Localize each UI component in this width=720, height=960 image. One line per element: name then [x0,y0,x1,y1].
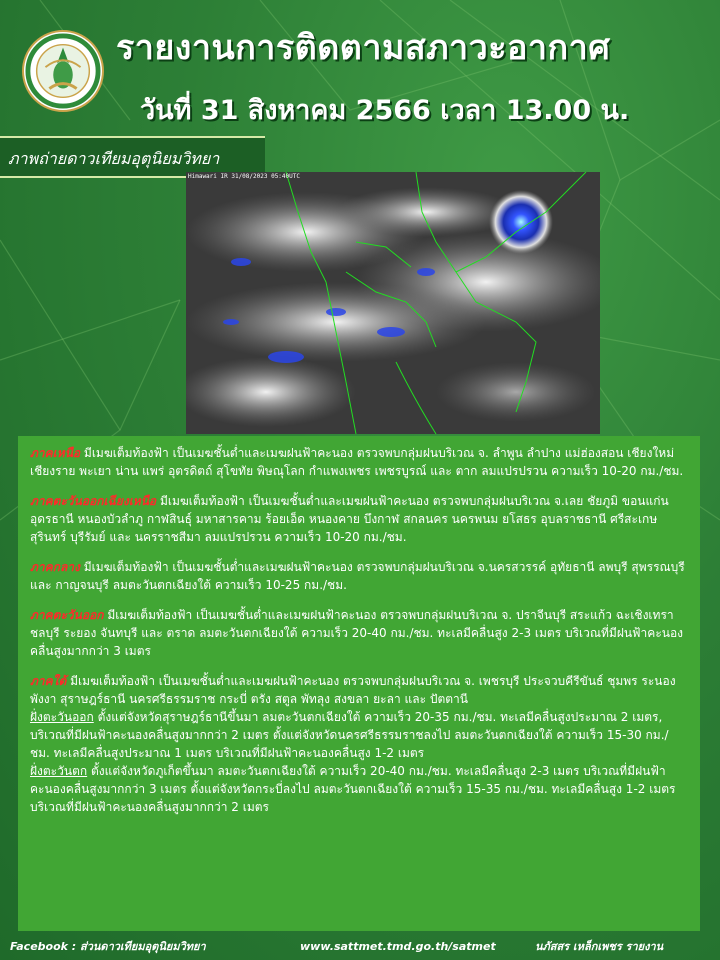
reporter-credit: นภัสสร เหล็กเพชร รายงาน [535,940,664,953]
page-title: รายงานการติดตามสภาวะอากาศ [116,28,611,68]
footer [0,934,720,960]
satellite-cloud-map [186,172,600,434]
region-text: มีเมฆเต็มท้องฟ้า เป็นเมฆชั้นต่ำและเมฆฝนฟ้าคะนอง ตรวจพบกลุ่มฝนบริเวณ จ.นครสวรรค์ อุทัยธานี ลพบุรี สุพรรณบุรี และ กาญจนบุรี ลมตะวันตกเฉียงใต้ ความเร็ว 10-25 กม./ชม. [30,560,685,592]
satellite-image [186,172,600,434]
south-west-coast [30,762,688,816]
region-text: มีเมฆเต็มท้องฟ้า เป็นเมฆชั้นต่ำและเมฆฝนฟ้าคะนอง ตรวจพบกลุ่มฝนบริเวณ จ. ปราจีนบุรี สระแก้ว ฉะเชิงเทรา ชลบุรี ระยอง จันทบุรี และ ตราด ลมตะวันตกเฉียงใต้ ความเร็ว 20-40 กม./ชม. ทะเลมีคลื่นสูง 2-3 เมตร บริเวณที่มีฝนฟ้าคะนองคลื่นสูงมากกว่า 3 เมตร [30,608,684,658]
region-north [30,444,688,480]
region-text: มีเมฆเต็มท้องฟ้า เป็นเมฆชั้นต่ำและเมฆฝนฟ้าคะนอง ตรวจพบกลุ่มฝนบริเวณ จ.เลย ชัยภูมิ ขอนแก่น อุดรธานี หนองบัวลำภู กาฬสินธุ์ มหาสารคาม ร้อยเอ็ด หนองคาย บึงกาฬ สกลนคร นครพนม ยโสธร อุบลราชธานี ศรีสะเกษ สุรินทร์ บุรีรัมย์ และ นครราชสีมา ลมแปรปรวน ความเร็ว 10-20 กม./ชม. [30,494,669,544]
region-name: ภาคตะวันออกเฉียงเหนือ [30,494,157,508]
tmd-logo [22,30,104,112]
region-south [30,672,688,816]
region-east [30,606,688,660]
coast-text: ตั้งแต่จังหวัดสุราษฎร์ธานีขึ้นมา ลมตะวันตกเฉียงใต้ ความเร็ว 20-35 กม./ชม. ทะเลมีคลื่นสูงประมาณ 2 เมตร, บริเวณที่มีฝนฟ้าคะนองคลื่นสูงมากกว่า 2 เมตร ตั้งแต่จังหวัดนครศรีธรรมราชลงไป ลมตะวันตกเฉียงใต้ ความเร็ว 15-30 กม./ชม. ทะเลมีคลื่นสูงประมาณ 1 เมตร บริเวณที่มีฝนฟ้าคะนองคลื่นสูง 1-2 เมตร [30,710,669,760]
region-name: ภาคใต้ [30,674,67,688]
south-east-coast [30,708,688,762]
region-northeast [30,492,688,546]
region-name: ภาคตะวันออก [30,608,104,622]
region-text: มีเมฆเต็มท้องฟ้า เป็นเมฆชั้นต่ำและเมฆฝนฟ้าคะนอง ตรวจพบกลุ่มฝนบริเวณ จ. ลำพูน ลำปาง แม่ฮ่องสอน เชียงใหม่ เชียงราย พะเยา น่าน แพร่ อุตรดิตถ์ สุโขทัย พิษณุโลก กำแพงเพชร เพชรบูรณ์ และ ตาก ลมแปรปรวน ความเร็ว 10-20 กม./ชม. [30,446,684,478]
region-central [30,558,688,594]
satellite-caption: Himawari IR 31/08/2023 05:40UTC [188,173,300,180]
website-link[interactable]: www.sattmet.tmd.go.th/satmet [300,940,496,953]
region-name: ภาคเหนือ [30,446,81,460]
coast-label: ฝั่งตะวันตก [30,764,88,778]
satellite-section-label: ภาพถ่ายดาวเทียมอุตุนิยมวิทยา [0,136,265,178]
region-name: ภาคกลาง [30,560,80,574]
facebook-credit: Facebook : ส่วนดาวเทียมอุตุนิยมวิทยา [10,940,206,953]
report-date-time: วันที่ 31 สิงหาคม 2566 เวลา 13.00 น. [140,95,630,126]
weather-report-panel [18,436,700,931]
coast-text: ตั้งแต่จังหวัดภูเก็ตขึ้นมา ลมตะวันตกเฉียงใต้ ความเร็ว 20-40 กม./ชม. ทะเลมีคลื่นสูง 2-3 เมตร บริเวณที่มีฝนฟ้าคะนองคลื่นสูงมากกว่า 3 เมตร ตั้งแต่จังหวัดกระบี่ลงไป ลมตะวันตกเฉียงใต้ ความเร็ว 15-35 กม./ชม. ทะเลมีคลื่นสูง 1-2 เมตร บริเวณที่มีฝนฟ้าคะนองคลื่นสูงมากกว่า 2 เมตร [30,764,676,814]
coast-label: ฝั่งตะวันออก [30,710,94,724]
tmd-emblem-icon [24,32,102,110]
region-text: มีเมฆเต็มท้องฟ้า เป็นเมฆชั้นต่ำและเมฆฝนฟ้าคะนอง ตรวจพบกลุ่มฝนบริเวณ จ. เพชรบุรี ประจวบคีรีขันธ์ ชุมพร ระนอง พังงา สุราษฎร์ธานี นครศรีธรรมราช กระบี่ ตรัง สตูล พัทลุง สงขลา ยะลา และ ปัตตานี [30,674,676,706]
